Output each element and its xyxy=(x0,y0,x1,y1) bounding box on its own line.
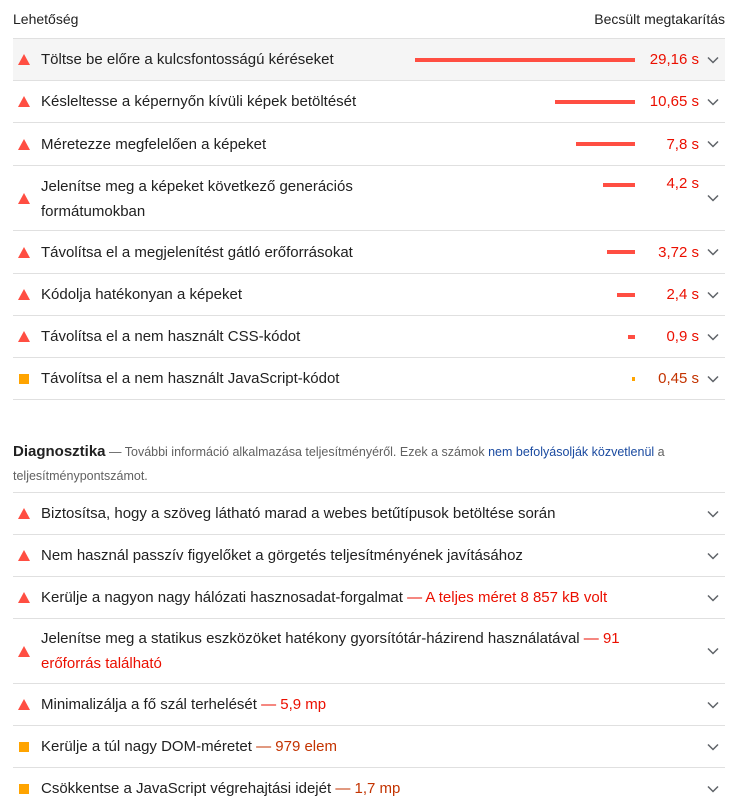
triangle-shape xyxy=(18,96,30,107)
orange-square-icon xyxy=(17,742,30,752)
diagnostic-row[interactable] xyxy=(13,618,725,683)
opportunity-title: Távolítsa el a nem használt CSS-kódot xyxy=(41,328,301,345)
diagnostic-title: Biztosítsa, hogy a szöveg látható marad a webes betűtípusok betöltése során xyxy=(41,505,556,522)
red-triangle-icon xyxy=(17,646,30,657)
diagnostic-row[interactable] xyxy=(13,767,725,809)
opportunity-title-wrap xyxy=(41,89,413,114)
diagnostic-title-wrap xyxy=(41,585,699,610)
red-triangle-icon xyxy=(17,289,30,300)
square-shape xyxy=(19,742,29,752)
chevron-down-icon[interactable] xyxy=(701,140,725,148)
opportunity-row[interactable] xyxy=(13,230,725,273)
chevron-down-icon[interactable] xyxy=(701,333,725,341)
red-triangle-icon xyxy=(17,592,30,603)
orange-square-icon xyxy=(17,784,30,794)
triangle-shape xyxy=(18,54,30,65)
diagnostic-title: Csökkentse a JavaScript végrehajtási idejét xyxy=(41,780,332,797)
savings-bar xyxy=(415,58,635,62)
diagnostic-row[interactable] xyxy=(13,534,725,576)
savings-value: 2,4 s xyxy=(666,286,699,303)
savings-bar-track xyxy=(413,92,635,112)
diagnostic-detail: — 1,7 mp xyxy=(331,780,401,797)
opportunity-row[interactable] xyxy=(13,122,725,165)
savings-bar-track xyxy=(413,242,635,262)
triangle-shape xyxy=(18,139,30,150)
savings-bar xyxy=(628,335,635,339)
red-triangle-icon xyxy=(17,699,30,710)
opportunity-title: Méretezze megfelelően a képeket xyxy=(41,135,267,153)
diagnostic-detail: — 979 elem xyxy=(251,738,337,755)
triangle-shape xyxy=(18,193,30,204)
diagnostic-row[interactable] xyxy=(13,492,725,534)
triangle-shape xyxy=(18,550,30,561)
square-shape xyxy=(19,374,29,384)
square-shape xyxy=(19,784,29,794)
chevron-down-icon[interactable] xyxy=(701,647,725,655)
savings-bar xyxy=(603,183,635,187)
triangle-shape xyxy=(18,247,30,258)
opportunity-title: Késleltesse a képernyőn kívüli képek betöltését xyxy=(41,93,357,110)
triangle-shape xyxy=(18,289,30,300)
savings-bar-track xyxy=(413,285,635,305)
chevron-down-icon[interactable] xyxy=(701,510,725,518)
chevron-down-icon[interactable] xyxy=(701,743,725,751)
diagnostic-detail: — 91 erőforrás található xyxy=(41,630,620,672)
diagnostic-title: Minimalizálja a fő szál terhelését xyxy=(41,696,257,713)
savings-bar xyxy=(576,142,635,146)
opportunity-title-wrap xyxy=(41,282,413,307)
chevron-down-icon[interactable] xyxy=(701,552,725,560)
savings-value: 0,9 s xyxy=(666,328,699,345)
savings-value: 10,65 s xyxy=(649,93,699,110)
chevron-down-icon[interactable] xyxy=(701,785,725,793)
savings-value: 7,8 s xyxy=(666,135,699,153)
diagnostic-detail: — 5,9 mp xyxy=(256,696,327,713)
chevron-down-icon[interactable] xyxy=(701,291,725,299)
red-triangle-icon xyxy=(17,508,30,519)
chevron-down-icon[interactable] xyxy=(701,375,725,383)
opportunity-title-wrap xyxy=(41,132,413,157)
opportunity-title-wrap xyxy=(41,324,413,349)
chevron-down-icon[interactable] xyxy=(701,98,725,106)
diagnostic-title: Jelenítse meg a statikus eszközöket hatékony gyorsítótár-házirend használatával xyxy=(41,630,580,647)
opportunities-header xyxy=(13,0,725,38)
savings-bar xyxy=(555,100,635,104)
diagnostic-title-wrap xyxy=(41,626,699,676)
red-triangle-icon xyxy=(17,96,30,107)
red-triangle-icon xyxy=(17,139,30,150)
diagnostic-title-wrap xyxy=(41,692,699,717)
savings-bar-track xyxy=(413,369,635,389)
diagnostics-description-end: a teljesítménypontszámot. xyxy=(13,445,665,483)
diagnostic-title: Nem használ passzív figyelőket a görgetés teljesítményének javításához xyxy=(41,547,523,564)
red-triangle-icon xyxy=(17,331,30,342)
opportunity-row[interactable] xyxy=(13,80,725,122)
opportunity-title-wrap xyxy=(41,47,413,72)
opportunity-title-wrap xyxy=(41,366,413,391)
opportunity-title: Kódolja hatékonyan a képeket xyxy=(41,286,242,303)
diagnostic-title-wrap xyxy=(41,734,699,759)
red-triangle-icon xyxy=(17,193,30,204)
savings-bar-track xyxy=(413,50,635,70)
opportunity-title-wrap xyxy=(41,174,401,224)
triangle-shape xyxy=(18,331,30,342)
red-triangle-icon xyxy=(17,550,30,561)
opportunity-row[interactable] xyxy=(13,38,725,80)
savings-column-label: Becsült megtakarítás xyxy=(594,11,725,27)
chevron-down-icon[interactable] xyxy=(701,701,725,709)
triangle-shape xyxy=(18,508,30,519)
savings-bar-track xyxy=(413,327,635,347)
diagnostic-row[interactable] xyxy=(13,576,725,618)
opportunity-row[interactable] xyxy=(13,273,725,315)
savings-bar xyxy=(617,293,635,297)
audit-panel xyxy=(13,0,725,809)
savings-bar-track xyxy=(413,175,635,195)
diagnostic-title: Kerülje a nagyon nagy hálózati hasznosadat-forgalmat xyxy=(41,589,403,606)
savings-bar xyxy=(632,377,635,381)
diagnostic-row[interactable] xyxy=(13,683,725,725)
savings-value: 4,2 s xyxy=(666,175,699,192)
savings-value: 3,72 s xyxy=(658,243,699,261)
chevron-down-icon[interactable] xyxy=(701,194,725,202)
diagnostic-title-wrap xyxy=(41,776,699,801)
diagnostics-header xyxy=(13,440,725,492)
opportunity-title-wrap xyxy=(41,240,413,265)
red-triangle-icon xyxy=(17,54,30,65)
triangle-shape xyxy=(18,646,30,657)
savings-bar xyxy=(607,250,635,254)
triangle-shape xyxy=(18,699,30,710)
diagnostic-title: Kerülje a túl nagy DOM-méretet xyxy=(41,738,252,755)
chevron-down-icon[interactable] xyxy=(701,56,725,64)
opportunity-row[interactable] xyxy=(13,165,725,230)
opportunity-row[interactable] xyxy=(13,357,725,399)
opportunity-list xyxy=(13,38,725,400)
opportunity-title: Jelenítse meg a képeket következő generációs formátumokban xyxy=(41,178,353,220)
opportunity-title: Távolítsa el a nem használt JavaScript-kódot xyxy=(41,370,340,387)
score-impact-link[interactable]: nem befolyásolják közvetlenül xyxy=(488,445,655,459)
chevron-down-icon[interactable] xyxy=(701,248,725,256)
diagnostic-detail: — A teljes méret 8 857 kB volt xyxy=(402,589,608,606)
diagnostic-list xyxy=(13,492,725,809)
savings-bar-track xyxy=(413,134,635,154)
opportunity-title: Távolítsa el a megjelenítést gátló erőforrásokat xyxy=(41,243,353,261)
divider xyxy=(13,399,725,400)
diagnostic-title-wrap xyxy=(41,543,699,568)
diagnostic-title-wrap xyxy=(41,501,699,526)
opportunity-title: Töltse be előre a kulcsfontosságú kéréseket xyxy=(41,51,334,68)
diagnostic-row[interactable] xyxy=(13,725,725,767)
opportunity-column-label: Lehetőség xyxy=(13,11,79,27)
chevron-down-icon[interactable] xyxy=(701,594,725,602)
diagnostics-title: Diagnosztika xyxy=(13,443,106,460)
savings-value: 29,16 s xyxy=(649,51,699,68)
opportunity-row[interactable] xyxy=(13,315,725,357)
orange-square-icon xyxy=(17,374,30,384)
triangle-shape xyxy=(18,592,30,603)
red-triangle-icon xyxy=(17,247,30,258)
diagnostics-description: — További információ alkalmazása teljesítményéről. Ezek a számok xyxy=(105,445,489,459)
savings-value: 0,45 s xyxy=(658,370,699,387)
